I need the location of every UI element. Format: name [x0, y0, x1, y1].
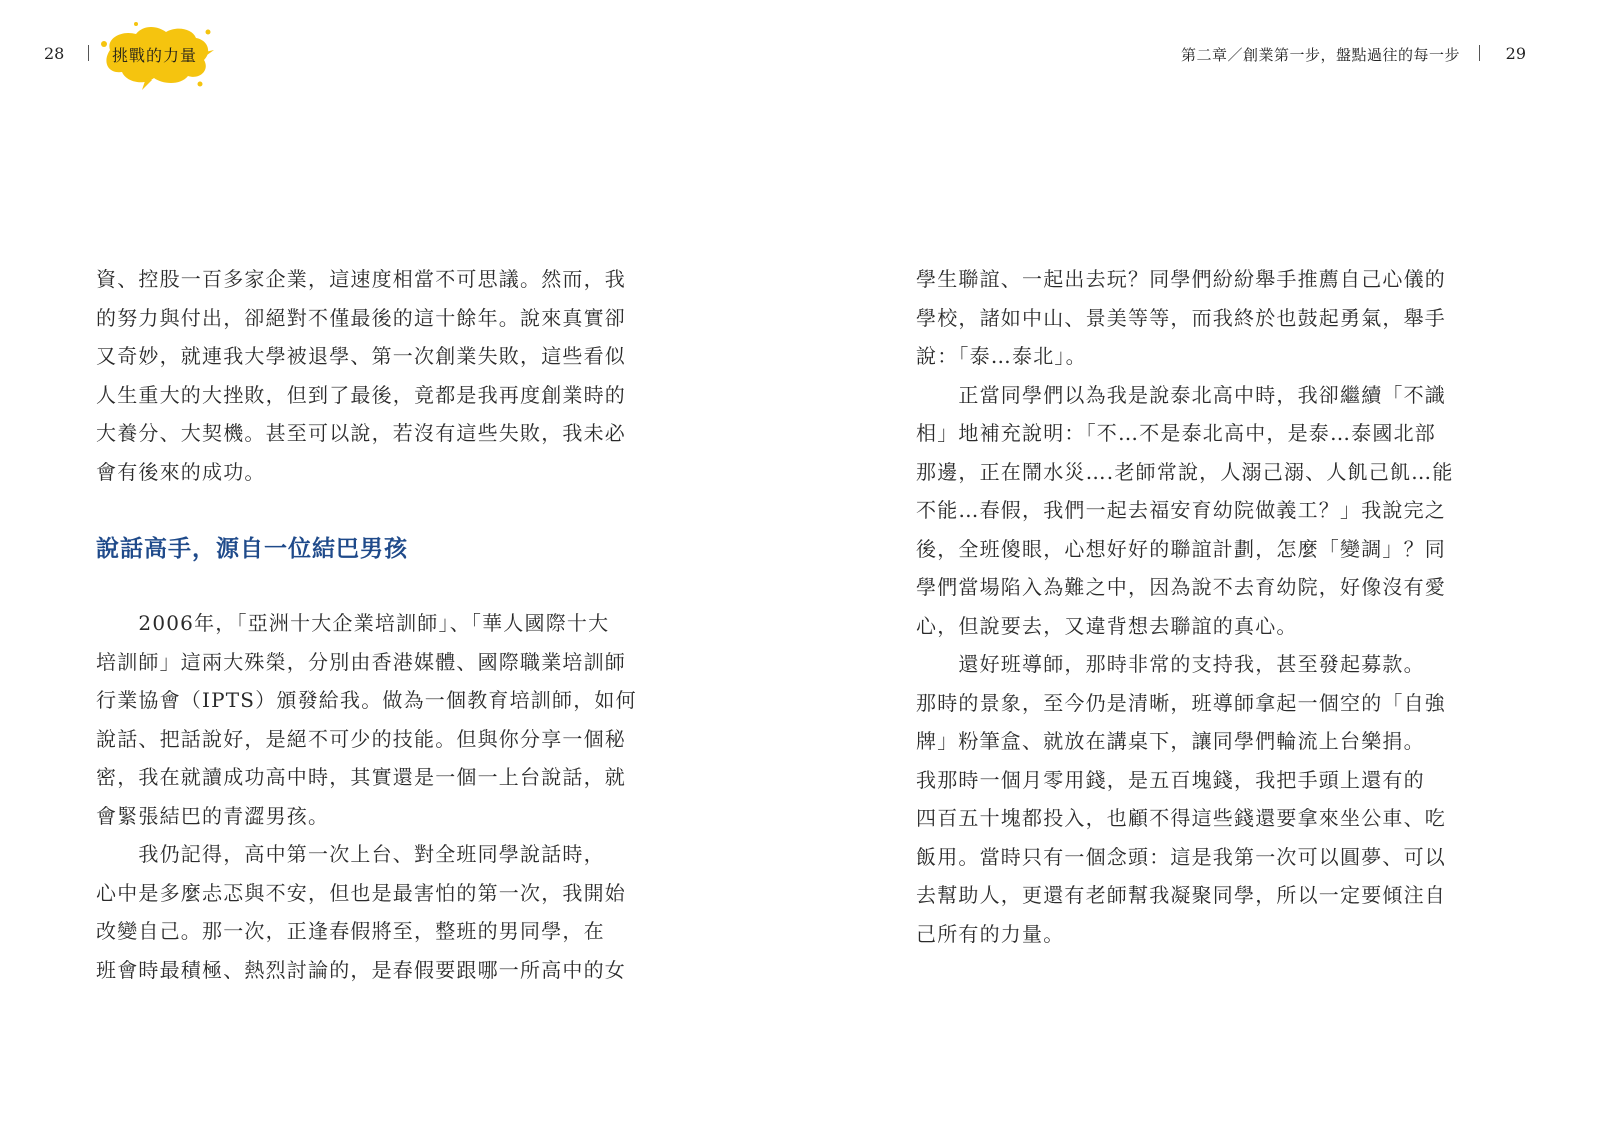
text-line: 還好班導師，那時非常的支持我，甚至發起募款。: [916, 652, 1425, 676]
section-heading: 說話高手，源自一位結巴男孩: [96, 536, 408, 562]
text-line: 行業協會（IPTS）頒發給我。做為一個教育培訓師，如何: [96, 688, 637, 712]
text-line: 資、控股一百多家企業，這速度相當不可思議。然而，我: [96, 267, 626, 291]
left-intro-paragraph: [96, 260, 656, 491]
text-line: 那邊，正在鬧水災….老師常說，人溺己溺、人飢己飢…能: [916, 459, 1454, 484]
book-title: 挑戰的力量: [112, 46, 198, 65]
text-line: 的努力與付出，卻絕對不僅最後的這十餘年。說來真實卻: [96, 305, 626, 330]
text-line: 不能…春假，我們一起去福安育幼院做義工？」我說完之: [916, 498, 1446, 522]
text-line: 我那時一個月零用錢，是五百塊錢，我把手頭上還有的: [916, 767, 1425, 792]
text-line: 又奇妙，就連我大學被退學、第一次創業失敗，這些看似: [96, 344, 626, 368]
chapter-title: 第二章／創業第一步，盤點過往的每一步: [1180, 46, 1460, 64]
text-line: 己所有的力量。: [916, 921, 1065, 946]
text-line: 密，我在就讀成功高中時，其實還是一個一上台說話，就: [96, 765, 626, 789]
text-line: 飯用。當時只有一個念頭：這是我第一次可以圓夢、可以: [916, 844, 1446, 869]
text-line: 改變自己。那一次，正逢春假將至，整班的男同學，在: [96, 919, 605, 943]
text-line: 學們當場陷入為難之中，因為說不去育幼院，好像沒有愛: [916, 575, 1446, 599]
text-line: 學校，諸如中山、景美等等，而我終於也鼓起勇氣，舉手: [916, 305, 1446, 330]
text-line: 說：「泰…泰北」。: [916, 344, 1087, 368]
text-line: 會緊張結巴的青澀男孩。: [96, 803, 330, 828]
left-body-text: [96, 604, 656, 989]
text-line: 2006年，「亞洲十大企業培訓師」、「華人國際十大: [96, 611, 610, 635]
left-header-divider: [88, 45, 89, 61]
text-line: 相」地補充說明：「不…不是泰北高中，是泰…泰國北部: [916, 421, 1436, 445]
text-line: 心中是多麼忐忑與不安，但也是最害怕的第一次，我開始: [96, 880, 626, 905]
text-line: 那時的景象，至今仍是清晰，班導師拿起一個空的「自強: [916, 690, 1446, 715]
text-line: 牌」粉筆盒、就放在講桌下，讓同學們輪流上台樂捐。: [916, 729, 1425, 753]
text-line: 去幫助人，更還有老師幫我凝聚同學，所以一定要傾注自: [916, 883, 1446, 907]
text-line: 我仍記得，高中第一次上台、對全班同學說話時，: [96, 842, 605, 866]
text-line: 大養分、大契機。甚至可以說，若沒有這些失敗，我未必: [96, 421, 626, 445]
right-header-divider: [1479, 45, 1480, 61]
right-page: [800, 0, 1600, 1135]
text-line: 培訓師」這兩大殊榮，分別由香港媒體、國際職業培訓師: [96, 649, 626, 674]
right-body-text: [916, 260, 1476, 953]
text-line: 班會時最積極、熱烈討論的，是春假要跟哪一所高中的女: [96, 957, 626, 982]
text-line: 學生聯誼、一起出去玩？同學們紛紛舉手推薦自己心儀的: [916, 267, 1446, 291]
text-line: 四百五十塊都投入，也顧不得這些錢還要拿來坐公車、吃: [916, 806, 1446, 830]
text-line: 人生重大的大挫敗，但到了最後，竟都是我再度創業時的: [96, 382, 626, 407]
text-line: 後，全班傻眼，心想好好的聯誼計劃，怎麼「變調」？同: [916, 536, 1446, 561]
text-line: 正當同學們以為我是說泰北高中時，我卻繼續「不識: [916, 382, 1446, 407]
right-page-number: 29: [1505, 44, 1526, 63]
text-line: 會有後來的成功。: [96, 459, 266, 484]
left-page-number: 28: [44, 44, 65, 63]
text-line: 心，但說要去，又違背想去聯誼的真心。: [916, 613, 1298, 638]
text-line: 說話、把話說好，是絕不可少的技能。但與你分享一個秘: [96, 726, 626, 751]
